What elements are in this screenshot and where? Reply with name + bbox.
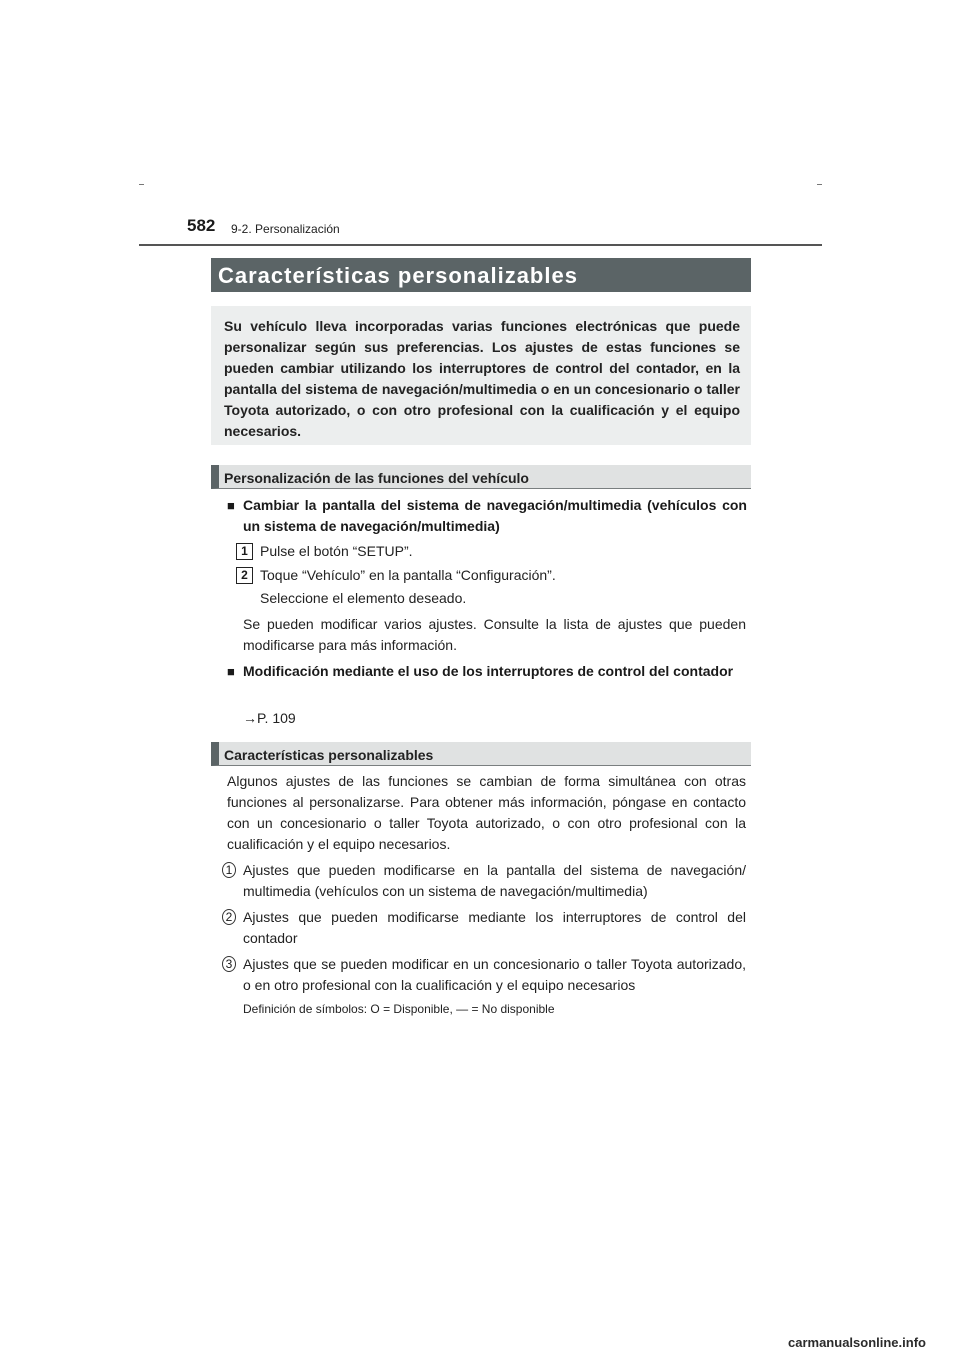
- step-text-1: Pulse el botón “SETUP”.: [260, 543, 413, 559]
- step-text-2-continued: Seleccione el elemento deseado.: [260, 590, 467, 606]
- page-number: 582: [187, 216, 216, 235]
- intro-text: Su vehículo lleva incorporadas varias funciones electrónicas que puede personalizar según sus preferencias. Los ajustes de estas funciones se pueden cambiar utilizando los interruptores de control del contador, en la pantalla del sistema de navegación/multimedia o en un concesionario o taller Toyota autorizado, o con otro profesional con la cualificación y el equipo necesarios.: [224, 318, 740, 439]
- section-header-vehicle-functions: Personalización de las funciones del vehículo: [211, 465, 751, 489]
- crop-mark-right: [817, 184, 822, 185]
- square-bullet-icon: ■: [227, 664, 235, 679]
- symbol-legend: Definición de símbolos: O = Disponible, — = No disponible: [243, 1002, 555, 1016]
- item-number-3: 3: [222, 956, 236, 972]
- item-text-1: Ajustes que pueden modificarse en la pantalla del sistema de navegación/ multimedia (vehículos con un sistema de navegación/multimedia): [243, 862, 746, 899]
- step-number-1: 1: [236, 543, 253, 560]
- step-text-2: Toque “Vehículo” en la pantalla “Configuración”.: [260, 567, 556, 583]
- intro-box: [211, 306, 751, 445]
- square-bullet-icon: ■: [227, 498, 235, 513]
- bullet-meter-switches: [227, 661, 747, 682]
- watermark: carmanualsonline.info: [788, 1335, 926, 1350]
- header-section: 9-2. Personalización: [231, 222, 340, 236]
- features-paragraph: Algunos ajustes de las funciones se cambian de forma simultánea con otras funciones al personalizarse. Para obtener más información, póngase en contacto con un concesionario o taller Toyota autorizado, o con otro profesional con la cualificación y el equipo necesarios.: [227, 773, 746, 852]
- crop-mark-left: [139, 184, 144, 185]
- bullet-text: Cambiar la pantalla del sistema de navegación/multimedia (vehículos con un sistema de navegación/multimedia): [243, 497, 747, 534]
- item-number-1: 1: [222, 862, 236, 878]
- page-reference: →P. 109: [243, 710, 296, 726]
- item-number-2: 2: [222, 909, 236, 925]
- note-paragraph: Se pueden modificar varios ajustes. Consulte la lista de ajustes que pueden modificarse para más información.: [243, 616, 746, 653]
- item-text-2: Ajustes que pueden modificarse mediante los interruptores de control del contador: [243, 909, 746, 946]
- page-title: Características personalizables: [211, 258, 751, 292]
- item-text-3: Ajustes que se pueden modificar en un concesionario o taller Toyota autorizado, o en otro profesional con la cualificación y el equipo necesarios: [243, 956, 746, 993]
- bullet-text: Modificación mediante el uso de los interruptores de control del contador: [243, 663, 734, 679]
- header-rule: [139, 244, 822, 246]
- step-number-2: 2: [236, 567, 253, 584]
- section-header-customizable-features: Características personalizables: [211, 742, 751, 766]
- bullet-navigation-screen: [227, 495, 747, 537]
